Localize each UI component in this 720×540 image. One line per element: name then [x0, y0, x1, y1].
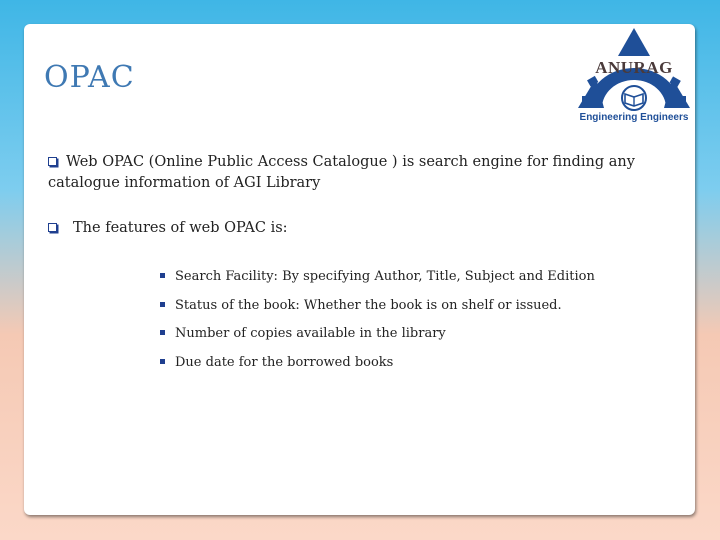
filled-square-bullet-icon [160, 330, 165, 335]
filled-square-bullet-icon [160, 359, 165, 364]
list-item-text: Status of the book: Whether the book is on shelf or issued. [175, 297, 562, 313]
hollow-square-bullet-icon [48, 223, 57, 232]
list-item [160, 323, 595, 352]
paragraph-text: Web OPAC (Online Public Access Catalogue ) is search engine for finding any catalogue information of AGI Library [48, 154, 635, 191]
features-list [160, 266, 595, 381]
anurag-logo [574, 26, 694, 130]
slide-title: OPAC [44, 60, 135, 95]
list-item-text: Due date for the borrowed books [175, 355, 394, 371]
filled-square-bullet-icon [160, 302, 165, 307]
logo-tagline: Engineering Engineers [579, 112, 689, 123]
list-item [160, 266, 595, 295]
filled-square-bullet-icon [160, 273, 165, 278]
paragraph-text: The features of web OPAC is: [73, 220, 288, 236]
paragraph-features-intro [48, 218, 288, 239]
hollow-square-bullet-icon [48, 157, 57, 166]
logo-name: ANURAG [595, 58, 673, 77]
list-item-text: Number of copies available in the library [175, 326, 446, 342]
paragraph-web-opac [48, 152, 648, 194]
list-item [160, 352, 595, 381]
list-item [160, 295, 595, 324]
list-item-text: Search Facility: By specifying Author, Title, Subject and Edition [175, 269, 595, 284]
